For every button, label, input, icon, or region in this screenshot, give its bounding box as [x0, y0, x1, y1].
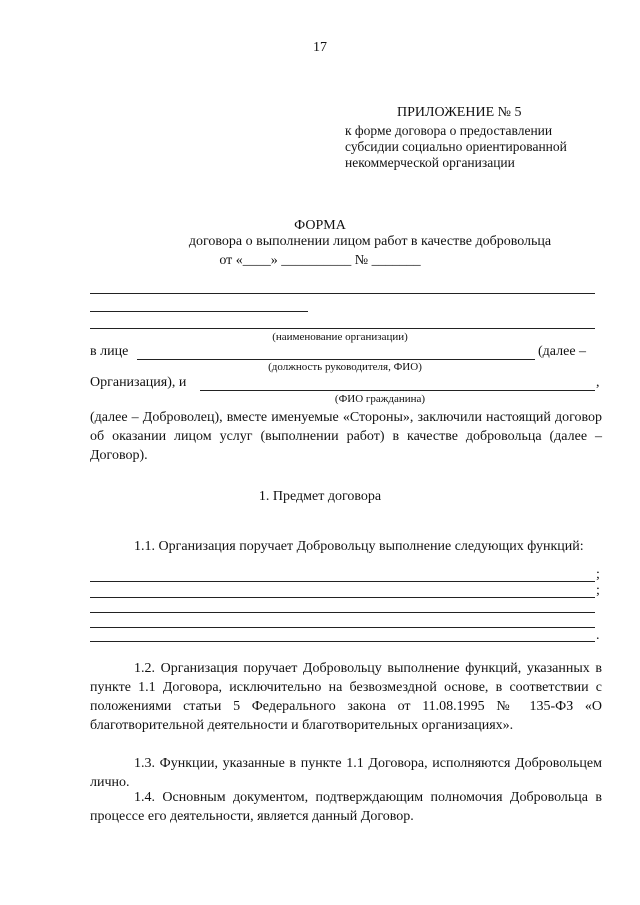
clause-1-1: 1.1. Организация поручает Добровольцу выполнение следующих функций:: [134, 539, 584, 554]
period: .: [596, 628, 600, 643]
blank-line[interactable]: [90, 293, 595, 294]
section-title: 1. Предмет договора: [258, 489, 382, 504]
clause-1-2: 1.2. Организация поручает Добровольцу выполнение функций, указанных в пункте 1.1 Договора, исключительно на безвозмездной основе, в соответствии с положениями статьи 5 Федерального закона от 11.08.1995 № 135-ФЗ «О благотворительной деятельности и благотворительных организациях».: [90, 661, 602, 733]
appendix-title: ПРИЛОЖЕНИЕ № 5: [397, 105, 522, 120]
blank-line[interactable]: [90, 581, 595, 582]
appendix-block: [345, 105, 605, 171]
page-number: 17: [313, 40, 327, 55]
caption-org-name: (наименование организации): [272, 331, 408, 343]
appendix-line: субсидии социально ориентированной: [345, 139, 567, 154]
clause-1-3: 1.3. Функции, указанные в пункте 1.1 Договора, исполняются Добровольцем лично.: [90, 756, 602, 790]
semicolon: ;: [596, 583, 600, 598]
form-title: ФОРМА: [294, 218, 346, 233]
blank-line[interactable]: [90, 641, 595, 642]
form-subtitle: договора о выполнении лицом работ в качестве добровольца: [188, 234, 552, 249]
blank-line[interactable]: [137, 359, 535, 360]
appendix-line: некоммерческой организации: [345, 155, 515, 170]
blank-line[interactable]: [90, 597, 595, 598]
blank-line[interactable]: [90, 328, 595, 329]
org-label: Организация), и: [90, 375, 187, 390]
blank-line[interactable]: [90, 612, 595, 613]
blank-line[interactable]: [90, 311, 308, 312]
form-date-line: от «____» __________ № _______: [219, 253, 421, 268]
caption-citizen: (ФИО гражданина): [334, 393, 426, 405]
appendix-line: к форме договора о предоставлении: [345, 123, 553, 138]
blank-line[interactable]: [200, 390, 595, 391]
clause-1-4: 1.4. Основным документом, подтверждающим полномочия Добровольца в процессе его деятельности, является данный Договор.: [90, 790, 602, 824]
further-label: (далее –: [538, 344, 587, 359]
blank-line[interactable]: [90, 627, 595, 628]
caption-head: (должность руководителя, ФИО): [268, 361, 422, 373]
parties-paragraph: (далее – Доброволец), вместе именуемые «Стороны», заключили настоящий договор об оказании лицом услуг (выполнении работ) в качестве добровольца (далее – Договор).: [90, 410, 602, 463]
semicolon: ;: [596, 567, 600, 582]
in-person-label: в лице: [90, 344, 129, 359]
comma: ,: [596, 375, 600, 390]
